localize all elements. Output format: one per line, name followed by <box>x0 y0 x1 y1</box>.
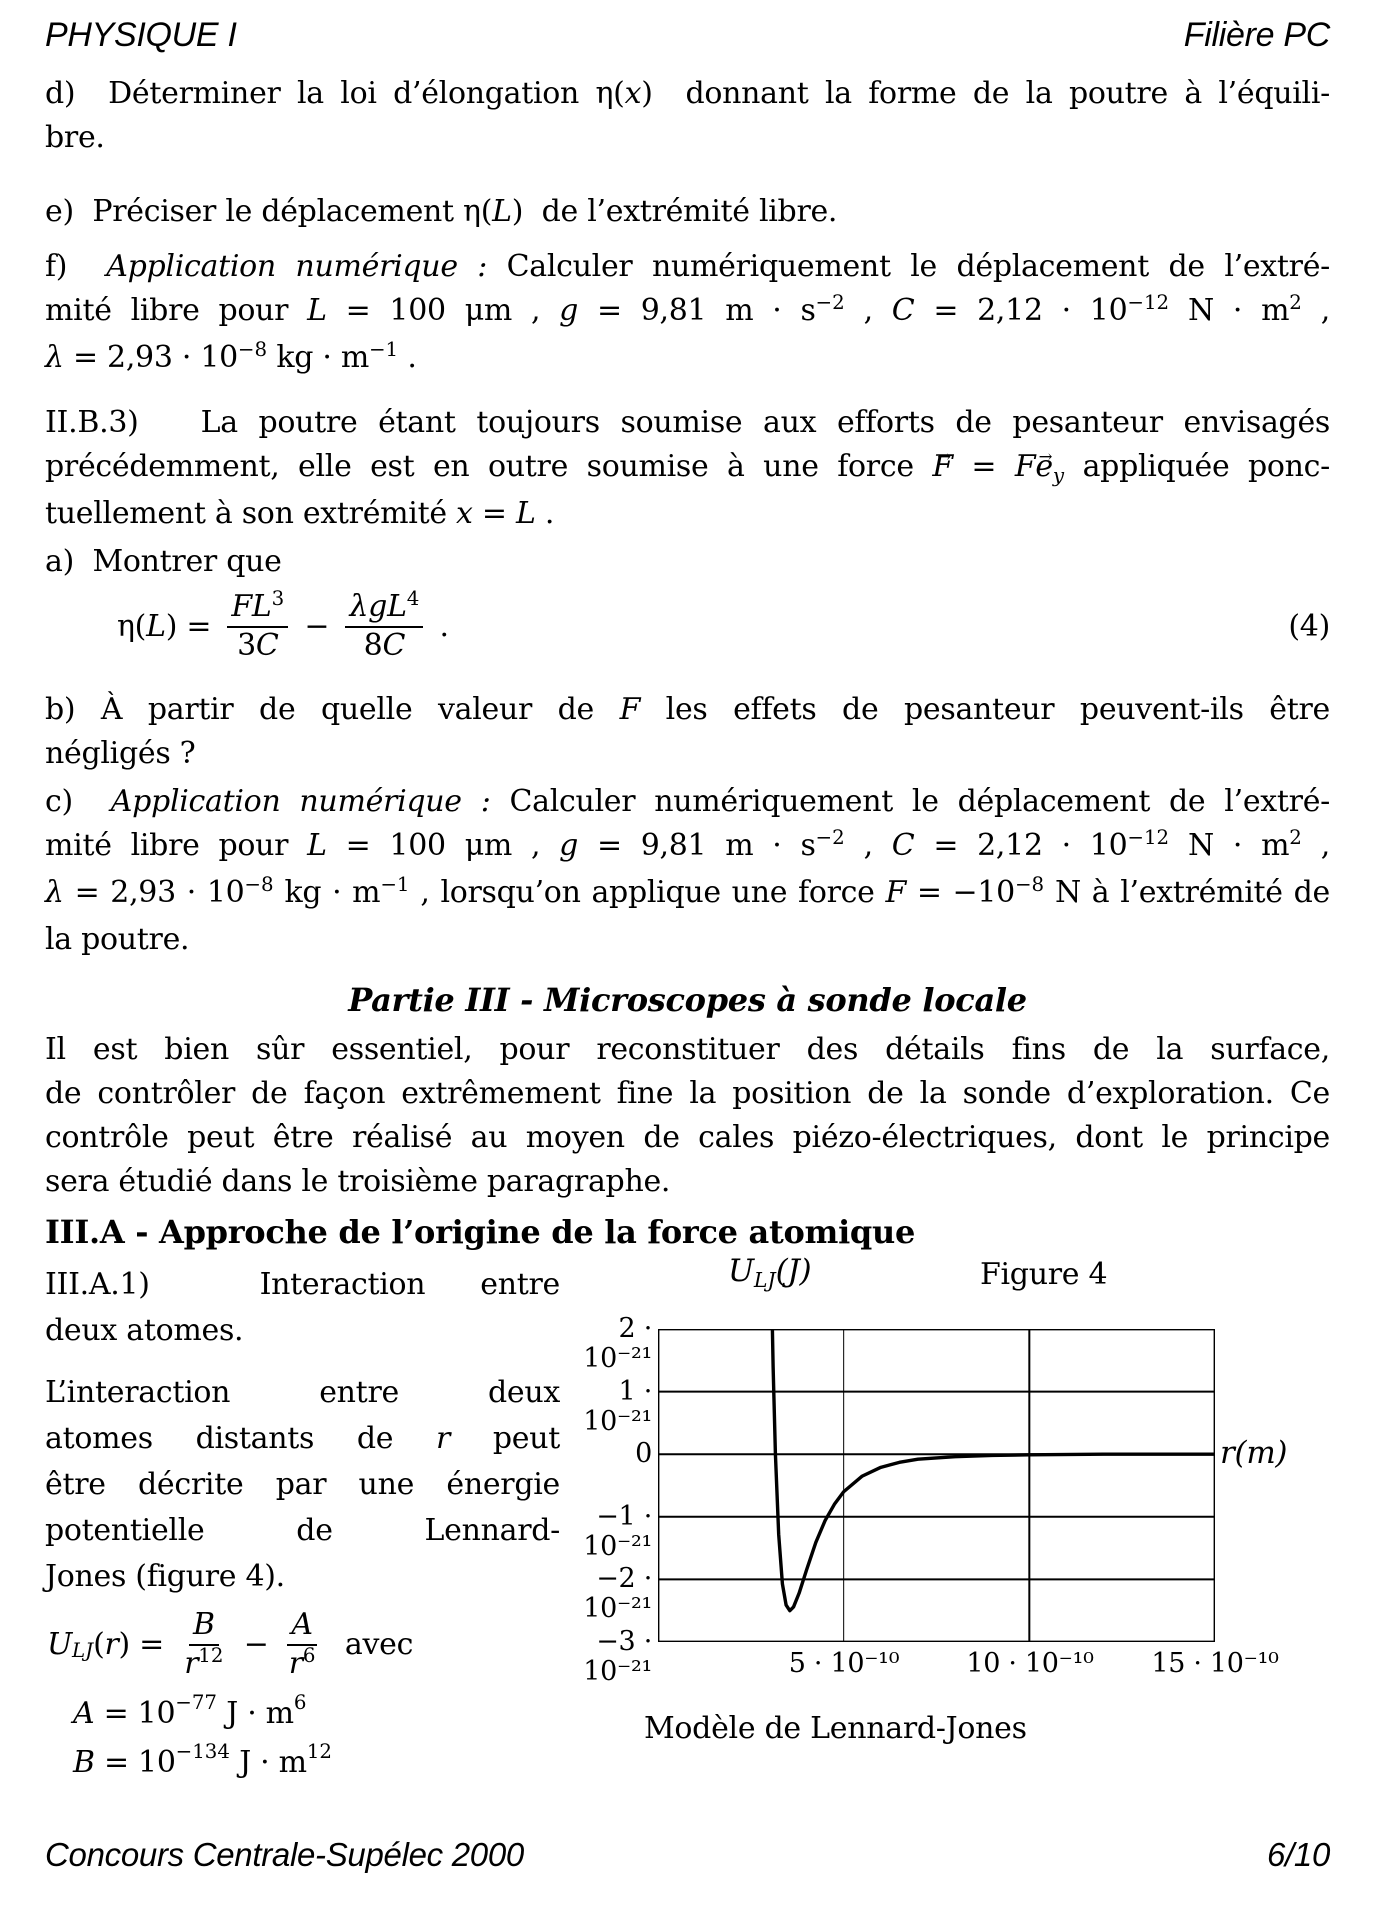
text-run: −2 <box>815 291 845 315</box>
y-tick-label: 0 <box>635 1438 652 1469</box>
paragraph <box>45 245 1330 383</box>
fraction <box>345 587 423 663</box>
text-run: C <box>382 627 406 663</box>
figure-title: Figure 4 <box>980 1257 1108 1292</box>
paragraph <box>45 190 1330 234</box>
text-run: 6 <box>293 1691 307 1715</box>
text-run: −77 <box>175 1691 218 1715</box>
text-run: FL <box>231 589 272 624</box>
text-run: ( <box>93 1626 105 1662</box>
text-run: mité libre pour <box>45 828 308 864</box>
text-line <box>45 918 1330 962</box>
text-run: λ <box>45 875 64 911</box>
text-run: Calculer numériquement le déplacement de l’extré- <box>487 249 1331 284</box>
paragraph <box>45 72 1330 160</box>
paragraph <box>45 1370 560 1600</box>
header-left: PHYSIQUE I <box>45 16 237 54</box>
text-run: B <box>192 1607 215 1642</box>
text-run: 3 <box>271 587 285 611</box>
text-run: g <box>559 293 579 328</box>
fraction-denominator <box>233 628 282 663</box>
plot-area <box>658 1329 1215 1642</box>
text-run: appliquée ponc- <box>1064 449 1330 484</box>
text-line <box>45 1116 1330 1160</box>
paragraph <box>45 401 1330 536</box>
text-run: = −10 <box>905 875 1015 911</box>
text-run: L <box>515 496 536 531</box>
text-run: F <box>885 875 906 911</box>
text-run: x <box>624 76 642 111</box>
text-line <box>45 245 1330 289</box>
text-line <box>45 824 1330 871</box>
text-run: λ <box>45 340 64 375</box>
text-run: précédemment, elle est en outre soumise à une force <box>45 449 933 484</box>
text-line <box>45 1262 560 1308</box>
text-run: N à l’extrémité de <box>1044 875 1330 911</box>
text-run: b) À partir de quelle valeur de <box>45 692 620 728</box>
text-run: − <box>234 1626 278 1662</box>
text-run: , lorsqu’on applique une force <box>409 875 886 911</box>
text-run: −12 <box>1127 826 1170 850</box>
y-tick-label: −1 · 10⁻²¹ <box>583 1501 652 1562</box>
text-run: kg · m <box>273 875 381 911</box>
potential-curve <box>771 1329 1215 1611</box>
text-run: d) Déterminer la loi d’élongation η( <box>45 76 625 111</box>
text-run: atomes distants de <box>45 1421 437 1456</box>
fraction-numerator <box>287 1608 316 1646</box>
text-run: L <box>307 293 327 328</box>
text-run: 12 <box>306 1740 332 1764</box>
paragraph <box>45 1028 1330 1204</box>
text-run: , <box>1301 828 1330 864</box>
page-footer <box>45 1836 1330 1874</box>
text-run: les effets de pesanteur peuvent-ils être <box>640 692 1330 728</box>
text-run: −8 <box>1014 873 1045 897</box>
text-line <box>45 1370 560 1416</box>
text-run: − <box>295 608 339 644</box>
text-run: y <box>1052 463 1065 487</box>
plot-border <box>658 1329 1215 1642</box>
text-run: f) <box>45 249 107 284</box>
fraction-numerator <box>227 587 288 628</box>
text-run: = 9,81 m · s <box>578 828 816 864</box>
text-run: 2 <box>1289 826 1302 850</box>
equation-number: (4) <box>1288 608 1330 644</box>
text-run: Jones (figure 4). <box>45 1559 285 1594</box>
text-run: , <box>844 293 892 328</box>
text-run: LJ <box>71 1638 94 1662</box>
text-line <box>45 780 1330 824</box>
text-run: = <box>472 496 516 531</box>
footer-left: Concours Centrale-Supélec 2000 <box>45 1836 524 1873</box>
text-run: = 2,93 · 10 <box>63 340 238 375</box>
text-run: potentielle de Lennard- <box>45 1513 560 1548</box>
text-line <box>45 401 1330 445</box>
document-body <box>45 58 1330 1254</box>
text-run: ) de l’extrémité libre. <box>511 194 838 229</box>
text-run: . <box>535 496 555 531</box>
text-run: J · m <box>217 1696 294 1732</box>
fraction-denominator <box>285 1643 320 1681</box>
y-axis-symbol: U <box>728 1253 754 1289</box>
text-run: C <box>891 293 915 328</box>
text-run: = 2,93 · 10 <box>63 875 245 911</box>
y-tick-label: −2 · 10⁻²¹ <box>583 1563 652 1624</box>
text-line <box>45 336 1330 383</box>
text-run: 8 <box>363 627 383 663</box>
text-run: la poutre. <box>45 922 190 958</box>
text-run: = 10 <box>94 1696 176 1732</box>
text-run: II.B.3) La poutre étant toujours soumise aux efforts de pesanteur envisagés <box>45 405 1330 440</box>
text-run: −8 <box>244 873 274 897</box>
figure-caption: Modèle de Lennard-Jones <box>644 1711 1027 1746</box>
text-line <box>45 190 1330 234</box>
equation-body <box>117 587 449 663</box>
text-run: −12 <box>1127 291 1170 315</box>
text-run: C <box>255 627 279 663</box>
text-line <box>45 72 1330 116</box>
text-run: , <box>1301 293 1330 328</box>
header-right: Filière PC <box>1183 16 1330 54</box>
paragraph <box>45 540 1330 584</box>
text-line <box>45 732 1330 776</box>
text-run: III.A.1) Interaction entre <box>45 1267 560 1302</box>
text-run: contrôle peut être réalisé au moyen de cales piézo-électriques, dont le principe <box>45 1120 1330 1156</box>
text-run: = 100 μm , <box>326 828 560 864</box>
text-run: λgL <box>349 589 407 624</box>
page-header <box>45 16 1330 55</box>
left-column <box>45 1262 560 1780</box>
text-line <box>45 1160 1330 1204</box>
fraction-denominator <box>360 628 409 663</box>
text-run: = 2,12 · 10 <box>914 293 1128 328</box>
text-run: r <box>288 1645 303 1681</box>
text-line <box>45 978 1330 1022</box>
paragraph <box>45 1262 560 1354</box>
text-run: L’interaction entre deux <box>45 1375 560 1410</box>
text-line <box>45 1462 560 1508</box>
text-run: III.A - Approche de l’origine de la force atomique <box>45 1213 916 1252</box>
text-run: r <box>436 1421 451 1456</box>
text-run: Partie III - Microscopes à sonde locale <box>348 981 1027 1020</box>
text-run: e → <box>1035 445 1052 489</box>
text-run: avec <box>326 1626 414 1662</box>
text-run: A <box>291 1607 313 1642</box>
text-run: peut <box>450 1421 561 1456</box>
figure-4 <box>560 1253 1330 1822</box>
text-line <box>45 445 1330 492</box>
text-run: A <box>73 1696 95 1732</box>
x-tick-label: 5 · 10⁻¹⁰ <box>788 1648 900 1679</box>
text-run: = 9,81 m · s <box>578 293 816 328</box>
text-run: sera étudié dans le troisième paragraphe. <box>45 1164 671 1200</box>
text-run: r <box>184 1645 199 1681</box>
text-run: négligés ? <box>45 736 196 772</box>
text-run: 3 <box>237 627 256 663</box>
text-line <box>45 1416 560 1462</box>
y-axis-subscript: LJ <box>753 1268 776 1293</box>
text-run: . <box>398 340 417 375</box>
text-line <box>45 871 1330 918</box>
fraction <box>227 587 288 663</box>
text-run: B <box>73 1745 95 1781</box>
text-line <box>45 540 1330 584</box>
text-run: mité libre pour <box>45 293 308 328</box>
text-run: η( <box>117 608 147 644</box>
footer-page-number: 6/10 <box>1266 1836 1330 1873</box>
text-run: L <box>307 828 327 864</box>
text-run: −1 <box>380 873 410 897</box>
text-run: e) Préciser le déplacement η( <box>45 194 493 229</box>
text-run: ) donnant la forme de la poutre à l’équili- <box>641 76 1330 111</box>
text-run: L <box>146 608 166 644</box>
figure-x-axis-label: r(m) <box>1220 1435 1288 1471</box>
y-tick-label: 2 · 10⁻²¹ <box>583 1313 652 1374</box>
paragraph <box>45 1210 1330 1254</box>
equation <box>45 1691 560 1732</box>
text-line <box>45 492 1330 536</box>
text-run: N · m <box>1169 293 1290 328</box>
text-run: Application numérique : <box>110 784 491 820</box>
equation-body <box>73 1691 307 1732</box>
text-run: kg · m <box>267 340 369 375</box>
text-run: 6 <box>302 1643 316 1667</box>
x-tick-label: 10 · 10⁻¹⁰ <box>966 1648 1094 1679</box>
equation-body <box>47 1608 413 1680</box>
x-tick-label: 15 · 10⁻¹⁰ <box>1151 1648 1279 1679</box>
text-line <box>45 1028 1330 1072</box>
text-run: 12 <box>198 1643 224 1667</box>
text-run: r <box>104 1626 119 1662</box>
text-run: C <box>891 828 915 864</box>
text-run: . <box>430 608 449 644</box>
text-run: a) Montrer que <box>45 544 282 579</box>
text-run: deux atomes. <box>45 1313 244 1348</box>
y-tick-label: 1 · 10⁻²¹ <box>583 1376 652 1437</box>
text-line <box>45 1308 560 1354</box>
text-run: c) <box>45 784 111 820</box>
equation-body <box>73 1740 332 1781</box>
fraction <box>285 1608 320 1680</box>
paragraph <box>45 978 1330 1022</box>
text-run: bre. <box>45 120 105 155</box>
text-run: F <box>619 692 641 728</box>
equation <box>45 1608 560 1680</box>
text-run: −2 <box>815 826 845 850</box>
text-run: L <box>492 194 512 229</box>
figure-y-axis-label <box>728 1253 812 1293</box>
fraction-numerator <box>345 587 423 628</box>
fraction <box>180 1608 227 1680</box>
two-column-section <box>45 1253 1330 1822</box>
text-line <box>45 1210 1330 1254</box>
text-run: 4 <box>406 587 420 611</box>
text-line <box>45 1072 1330 1116</box>
y-axis-unit: (J) <box>775 1253 812 1289</box>
text-run: Calculer numériquement le déplacement de l’extré- <box>490 784 1330 820</box>
fraction-numerator <box>189 1608 219 1646</box>
text-run: N · m <box>1169 828 1290 864</box>
paragraph <box>45 780 1330 962</box>
text-run: −134 <box>175 1740 230 1764</box>
equation <box>45 587 1330 663</box>
text-run: tuellement à son extrémité <box>45 496 457 531</box>
text-run: g <box>559 828 579 864</box>
text-run: = 2,12 · 10 <box>914 828 1128 864</box>
text-run: , <box>844 828 892 864</box>
text-line <box>45 116 1330 160</box>
text-run: x <box>456 496 473 531</box>
text-run: U <box>47 1626 72 1662</box>
text-line <box>45 289 1330 336</box>
text-line <box>45 1554 560 1600</box>
text-run: F → <box>932 445 953 489</box>
text-run: −8 <box>237 338 268 362</box>
fraction-denominator <box>180 1643 227 1681</box>
text-run: être décrite par une énergie <box>45 1467 560 1502</box>
paragraph <box>45 688 1330 776</box>
text-run: ) = <box>165 608 221 644</box>
text-line <box>45 688 1330 732</box>
y-tick-label: −3 · 10⁻²¹ <box>583 1626 652 1687</box>
text-run: J · m <box>229 1745 307 1781</box>
text-run: = 100 μm , <box>326 293 560 328</box>
text-run: = <box>952 449 1015 484</box>
text-run: Application numérique : <box>106 249 488 284</box>
equation <box>45 1740 560 1781</box>
text-run: = 10 <box>94 1745 176 1781</box>
lennard-jones-curve <box>658 1329 1215 1642</box>
text-run: ) = <box>118 1626 174 1662</box>
text-run: 2 <box>1289 291 1302 315</box>
text-line <box>45 1508 560 1554</box>
text-run: Il est bien sûr essentiel, pour reconstituer des détails fins de la surface, <box>45 1032 1330 1068</box>
text-run: F <box>1014 449 1036 484</box>
text-run: de contrôler de façon extrêmement fine la position de la sonde d’exploration. Ce <box>45 1076 1330 1112</box>
text-run: −1 <box>368 338 399 362</box>
